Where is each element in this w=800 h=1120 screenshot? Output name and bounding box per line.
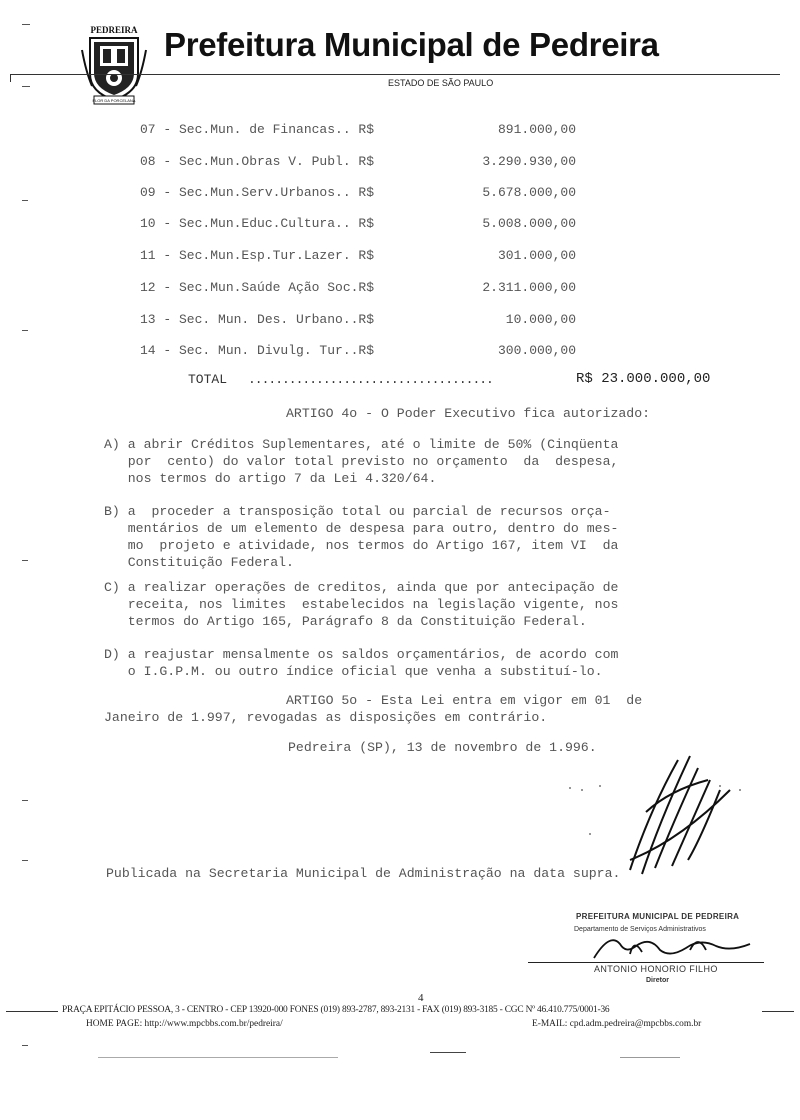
director-role: Diretor	[646, 977, 669, 984]
margin-mark	[22, 800, 28, 801]
budget-row-amount: 300.000,00	[497, 343, 576, 358]
state-subtitle: ESTADO DE SÃO PAULO	[388, 78, 494, 88]
budget-row	[140, 122, 576, 137]
budget-row	[140, 280, 576, 295]
scan-artifact	[620, 1057, 680, 1058]
budget-row	[140, 312, 576, 327]
artigo5-line2: Janeiro de 1.997, revogadas as disposições em contrário.	[104, 710, 548, 725]
footer-address: PRAÇA EPITÁCIO PESSOA, 3 - CENTRO - CEP 13920-000 FONES (019) 893-2787, 893-2131 - FAX (019) 893-3185 - CGC Nº 46.410.775/0001-36	[62, 1005, 610, 1015]
artigo4-item-d: D) a reajustar mensalmente os saldos orçamentários, de acordo com o I.G.P.M. ou outro índice oficial que venha a substituí-lo.	[104, 647, 619, 679]
total-value: R$ 23.000.000,00	[576, 371, 711, 387]
budget-row	[140, 216, 576, 231]
artigo4-item-a: A) a abrir Créditos Suplementares, até o limite de 50% (Cinqüenta por cento) do valor total previsto no orçamento da despesa, nos termos do artigo 7 da Lei 4.320/64.	[104, 437, 619, 486]
footer-homepage: HOME PAGE: http://www.mpcbbs.com.br/pedreira/	[86, 1019, 283, 1029]
mayor-signature	[560, 750, 760, 880]
margin-mark	[22, 24, 30, 25]
budget-row-amount: 891.000,00	[497, 122, 576, 137]
budget-row-amount: 10.000,00	[505, 312, 576, 327]
artigo4-heading: ARTIGO 4o - O Poder Executivo fica autorizado:	[286, 406, 651, 421]
artigo5-line1: ARTIGO 5o - Esta Lei entra em vigor em 01 de	[286, 693, 643, 708]
margin-mark	[22, 1045, 28, 1046]
footer-rule-left	[6, 1011, 58, 1012]
total-label: TOTAL	[188, 372, 228, 387]
header-rule-tick	[10, 74, 11, 82]
margin-mark	[22, 330, 28, 331]
city-crest-logo	[80, 22, 148, 106]
publication-note: Publicada na Secretaria Municipal de Administração na data supra.	[106, 866, 621, 881]
director-name: ANTONIO HONORIO FILHO	[594, 964, 718, 974]
budget-row-label: 10 - Sec.Mun.Educ.Cultura.. R$	[140, 216, 375, 231]
budget-row	[140, 248, 576, 263]
place-date: Pedreira (SP), 13 de novembro de 1.996.	[288, 740, 597, 755]
page-title: Prefeitura Municipal de Pedreira	[164, 26, 659, 63]
svg-text:PEDREIRA: PEDREIRA	[90, 25, 138, 35]
budget-row	[140, 154, 576, 169]
margin-mark	[22, 86, 30, 87]
budget-row-label: 08 - Sec.Mun.Obras V. Publ. R$	[140, 154, 375, 169]
svg-text:FLOR DA PORCELANA: FLOR DA PORCELANA	[92, 98, 136, 103]
scan-artifact	[98, 1057, 338, 1058]
header-rule	[10, 74, 780, 75]
budget-row	[140, 185, 576, 200]
artigo4-item-c: C) a realizar operações de creditos, ainda que por antecipação de receita, nos limites estabelecidos na legislação vigente, nos termos do Artigo 165, Parágrafo 8 da Constituição Federal.	[104, 580, 619, 629]
page-number: 4	[418, 992, 424, 1004]
margin-mark	[22, 200, 28, 201]
budget-row-amount: 5.008.000,00	[482, 216, 576, 231]
budget-row	[140, 343, 576, 358]
budget-row-label: 11 - Sec.Mun.Esp.Tur.Lazer. R$	[140, 248, 375, 263]
stamp-department: Departamento de Serviços Administrativos	[574, 926, 706, 933]
margin-mark	[22, 560, 28, 561]
budget-row-amount: 3.290.930,00	[482, 154, 576, 169]
artigo4-item-b: B) a proceder a transposição total ou parcial de recursos orça- mentários de um elemento de despesa para outro, dentro do mes- mo projeto e atividade, nos termos do Artigo 167, item VI da Constituição Federal.	[104, 504, 619, 570]
budget-row-label: 07 - Sec.Mun. de Financas.. R$	[140, 122, 375, 137]
budget-row-label: 13 - Sec. Mun. Des. Urbano..R$	[140, 312, 375, 327]
budget-row-amount: 2.311.000,00	[482, 280, 576, 295]
signature-line	[528, 962, 764, 963]
margin-mark	[22, 860, 28, 861]
total-leader-dots: ....................................	[248, 372, 493, 387]
footer-email: E-MAIL: cpd.adm.pedreira@mpcbbs.com.br	[532, 1019, 702, 1029]
stamp-institution: PREFEITURA MUNICIPAL DE PEDREIRA	[576, 912, 740, 921]
budget-row-label: 09 - Sec.Mun.Serv.Urbanos.. R$	[140, 185, 375, 200]
budget-row-label: 12 - Sec.Mun.Saúde Ação Soc.R$	[140, 280, 375, 295]
budget-row-label: 14 - Sec. Mun. Divulg. Tur..R$	[140, 343, 375, 358]
footer-rule-right	[762, 1011, 794, 1012]
budget-row-amount: 5.678.000,00	[482, 185, 576, 200]
budget-row-amount: 301.000,00	[497, 248, 576, 263]
scan-artifact	[430, 1052, 466, 1053]
